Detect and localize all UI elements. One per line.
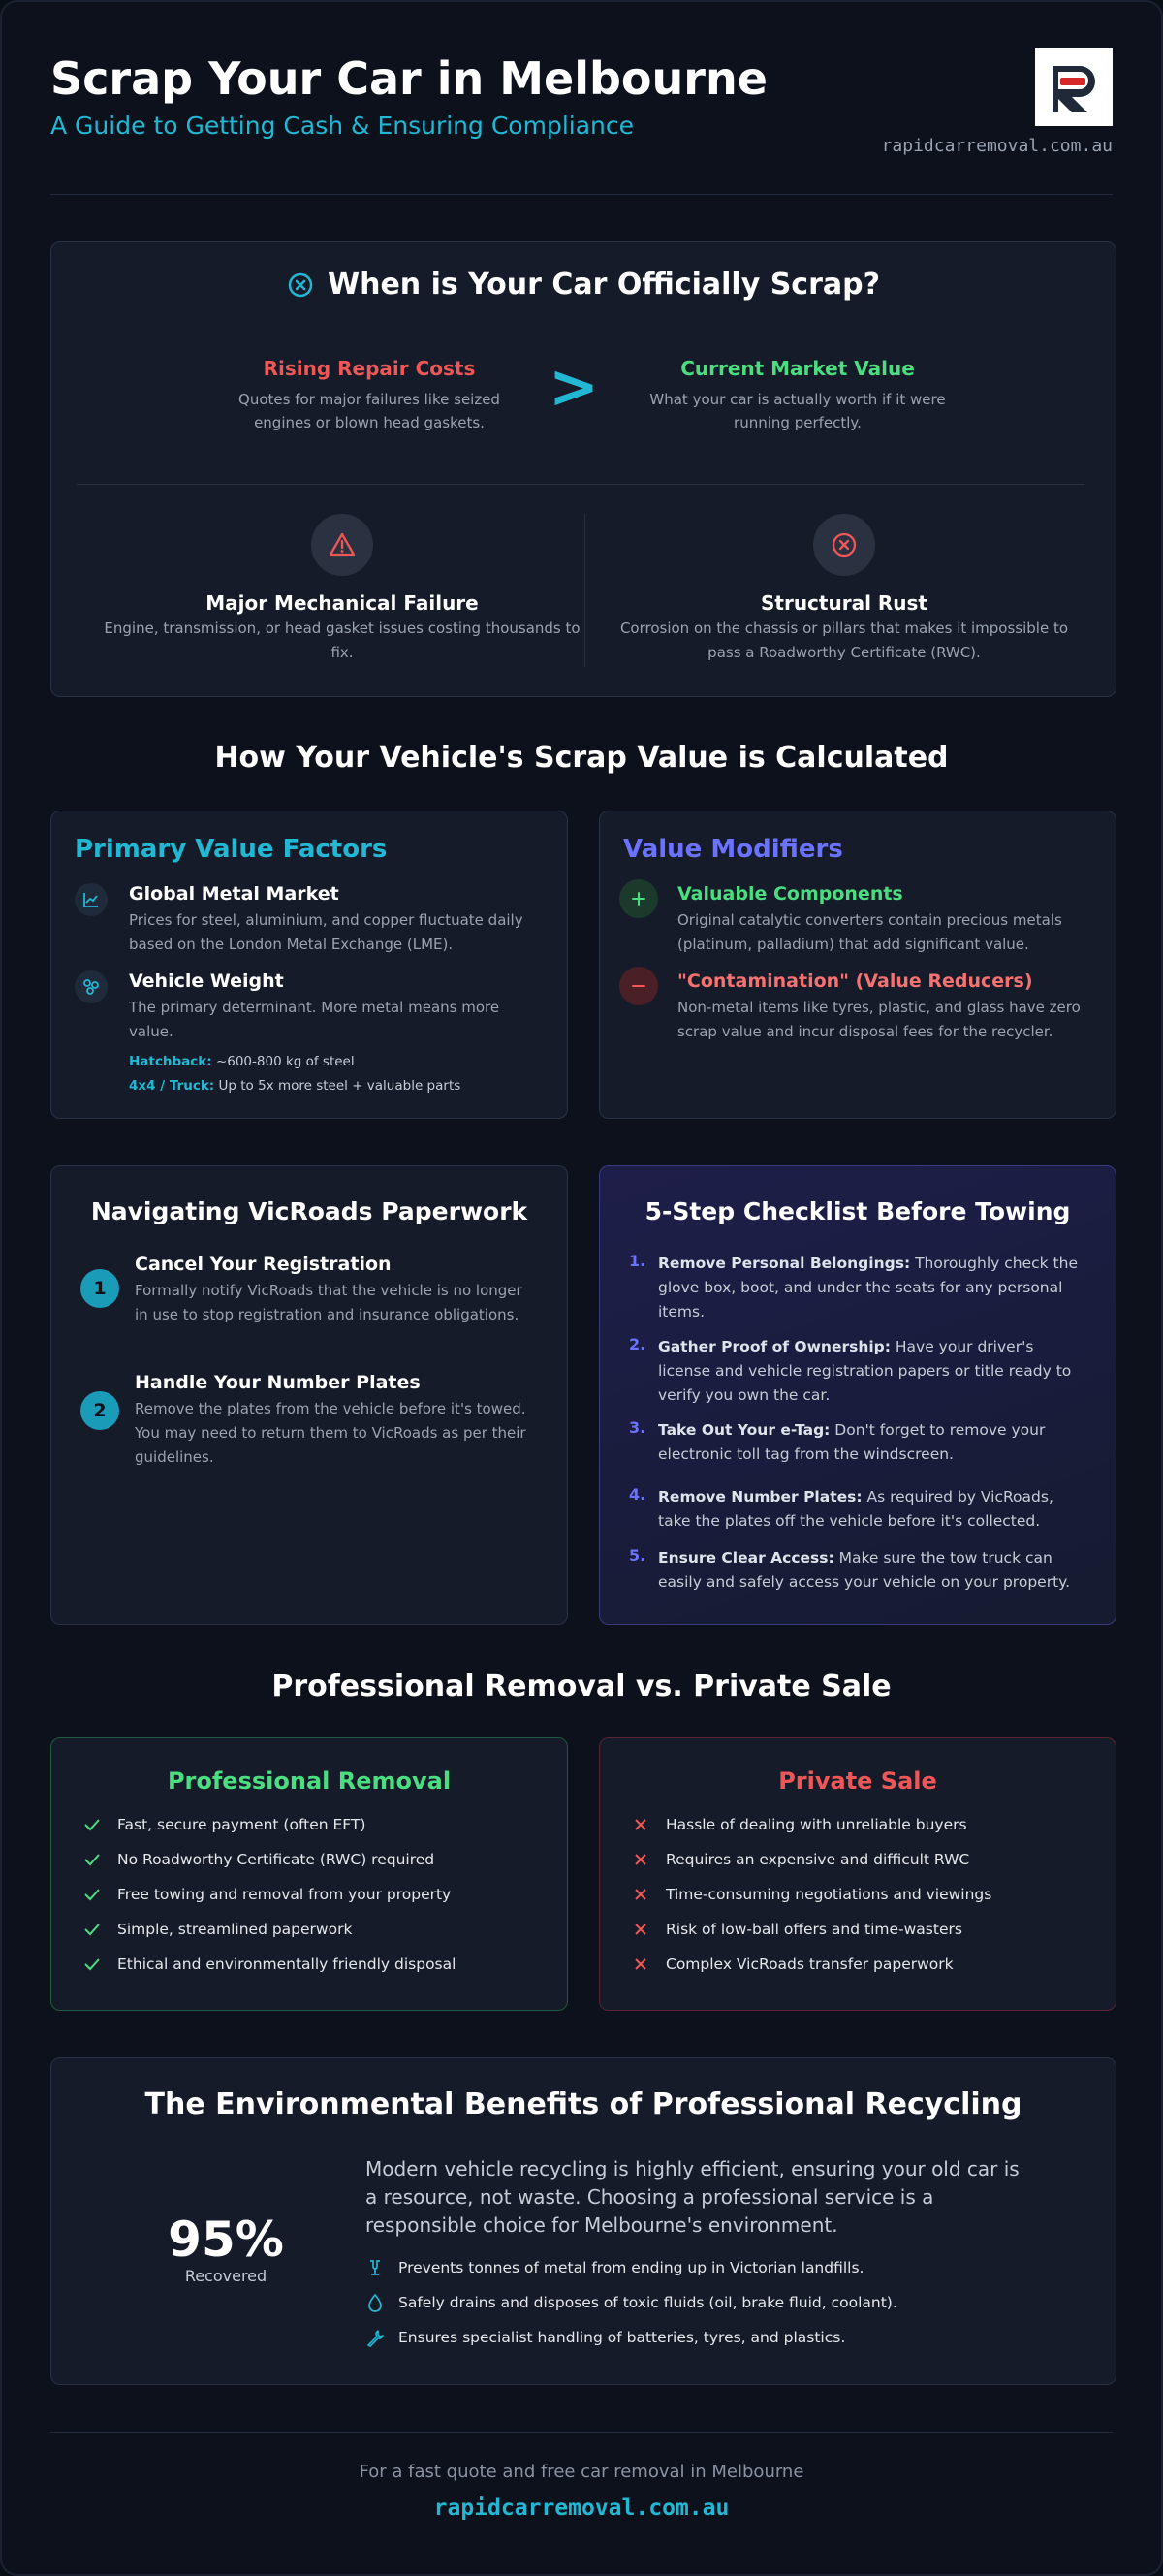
compare-section-title: Professional Removal vs. Private Sale <box>271 1670 892 1703</box>
check-icon <box>82 1818 102 1831</box>
greater-than-symbol: > <box>549 351 599 422</box>
checklist-number: 4. <box>629 1485 646 1504</box>
checklist-item-label: Gather Proof of Ownership: <box>658 1338 891 1355</box>
pro-item-text: Free towing and removal from your property <box>117 1886 452 1903</box>
x-icon-badge <box>813 514 875 576</box>
market-value-text: What your car is actually worth if it were running perfectly. <box>649 391 946 431</box>
pro-item-text: No Roadworthy Certificate (RWC) required <box>117 1851 435 1868</box>
checklist-item-label: Remove Number Plates: <box>658 1488 863 1506</box>
checklist-item-label: Remove Personal Belongings: <box>658 1255 911 1272</box>
cancel-registration-text: Formally notify VicRoads that the vehicle is no longer in use to stop registration and insurance obligations. <box>135 1282 522 1323</box>
hatchback-label: Hatchback: <box>129 1054 212 1069</box>
warning-triangle-icon <box>328 530 357 559</box>
header-divider <box>50 194 1113 195</box>
contamination-text: Non-metal items like tyres, plastic, and glass have zero scrap value and incur disposal fees for the recycler. <box>677 999 1081 1040</box>
private-item-text: Time-consuming negotiations and viewings <box>666 1886 992 1903</box>
checklist-item-text: Thoroughly check the glove box, boot, and under the seats for any personal items. <box>658 1255 1078 1320</box>
checklist-item <box>629 1335 1086 1408</box>
environment-point-text: Safely drains and disposes of toxic fluids (oil, brake fluid, coolant). <box>398 2294 897 2311</box>
metal-market-title: Global Metal Market <box>129 883 339 905</box>
header <box>50 52 1113 196</box>
recycle-icon <box>365 2258 385 2277</box>
footer-text: For a fast quote and free car removal in Melbourne <box>359 2462 804 2482</box>
chart-line-icon <box>75 883 108 916</box>
checklist-card <box>599 1165 1116 1625</box>
pro-list-item <box>82 1816 548 1833</box>
pro-list-item <box>82 1851 548 1868</box>
environment-point <box>365 2293 897 2312</box>
environment-card <box>50 2057 1116 2385</box>
page-title: Scrap Your Car in Melbourne <box>50 52 768 105</box>
recovered-stat <box>110 2213 342 2285</box>
private-item-text: Hassle of dealing with unreliable buyers <box>666 1816 967 1833</box>
truck-label: 4x4 / Truck: <box>129 1078 215 1094</box>
recovered-label: Recovered <box>184 2267 267 2285</box>
scrap-card <box>50 241 1116 697</box>
pro-item-text: Simple, streamlined paperwork <box>117 1921 353 1938</box>
vicroads-card <box>50 1165 568 1625</box>
checklist-number: 3. <box>629 1418 646 1437</box>
environment-point-text: Prevents tonnes of metal from ending up in Victorian landfills. <box>398 2259 864 2276</box>
structural-rust-text: Corrosion on the chassis or pillars that makes it impossible to pass a Roadworthy Certificate (RWC). <box>619 620 1069 661</box>
private-list-item <box>631 1886 1096 1903</box>
checklist-item <box>629 1485 1086 1534</box>
cross-icon <box>631 1852 650 1867</box>
private-item-text: Risk of low-ball offers and time-wasters <box>666 1921 962 1938</box>
pro-list-item <box>82 1886 548 1903</box>
logo-r-mark <box>1043 56 1105 118</box>
check-icon <box>82 1957 102 1971</box>
pro-list-item <box>82 1921 548 1938</box>
warning-icon-badge <box>311 514 373 576</box>
cross-icon <box>631 1922 650 1937</box>
check-icon <box>82 1888 102 1901</box>
scrap-vertical-divider <box>584 514 585 667</box>
value-modifiers-card <box>599 811 1116 1119</box>
check-icon <box>82 1853 102 1866</box>
primary-factors-card <box>50 811 568 1119</box>
valuable-components-title: Valuable Components <box>677 883 903 905</box>
private-list-item <box>631 1816 1096 1833</box>
footer-site-link[interactable]: rapidcarremoval.com.au <box>433 2496 730 2521</box>
scrap-title: When is Your Car Officially Scrap? <box>328 268 880 302</box>
cancel-registration-step <box>80 1254 528 1327</box>
x-circle-icon <box>287 271 314 299</box>
checklist-item-text: Don't forget to remove your electronic toll tag from the windscreen. <box>658 1421 1046 1463</box>
pro-list-item <box>82 1956 548 1973</box>
value-section-title: How Your Vehicle's Scrap Value is Calculated <box>214 741 949 775</box>
plus-icon <box>619 879 658 918</box>
mechanical-failure-text: Engine, transmission, or head gasket issues costing thousands to fix. <box>104 620 581 661</box>
checklist-number: 1. <box>629 1252 646 1270</box>
hatchback-value: ~600-800 kg of steel <box>215 1054 355 1069</box>
vehicle-weight-factor <box>75 970 544 1098</box>
environment-point-text: Ensures specialist handling of batteries, tyres, and plastics. <box>398 2329 846 2346</box>
check-icon <box>82 1923 102 1936</box>
header-site-url[interactable]: rapidcarremoval.com.au <box>881 136 1113 156</box>
private-list-item <box>631 1956 1096 1973</box>
brand-logo <box>1035 48 1113 126</box>
valuable-components-factor <box>623 883 1092 957</box>
private-item-text: Complex VicRoads transfer paperwork <box>666 1956 954 1973</box>
pro-item-text: Fast, secure payment (often EFT) <box>117 1816 366 1833</box>
weight-icon <box>75 970 108 1003</box>
metal-market-factor <box>75 883 544 957</box>
truck-weight <box>129 1074 544 1098</box>
vicroads-title: Navigating VicRoads Paperwork <box>90 1197 528 1225</box>
market-value-heading: Current Market Value <box>680 357 915 380</box>
checklist-number: 2. <box>629 1335 646 1353</box>
checklist-item-text: As required by VicRoads, take the plates off the vehicle before it's collected. <box>658 1488 1053 1530</box>
number-plates-title: Handle Your Number Plates <box>135 1372 421 1393</box>
step-number-badge: 1 <box>80 1269 119 1308</box>
step-number-badge: 2 <box>80 1391 119 1430</box>
cross-icon <box>631 1956 650 1972</box>
hatchback-weight <box>129 1050 544 1074</box>
number-plates-step <box>80 1372 528 1470</box>
professional-removal-heading: Professional Removal <box>167 1767 452 1795</box>
wrench-icon <box>365 2328 385 2347</box>
structural-rust-title: Structural Rust <box>760 591 927 615</box>
metal-market-text: Prices for steel, aluminium, and copper fluctuate daily based on the London Metal Exchange (LME). <box>129 911 523 953</box>
market-value-block <box>643 357 953 434</box>
repair-costs-text: Quotes for major failures like seized engines or blown head gaskets. <box>238 391 500 431</box>
checklist-item-label: Ensure Clear Access: <box>658 1549 834 1567</box>
checklist-number: 5. <box>629 1546 646 1565</box>
contamination-factor <box>623 970 1092 1044</box>
vehicle-weight-title: Vehicle Weight <box>129 970 284 992</box>
minus-icon <box>619 967 658 1005</box>
private-sale-heading: Private Sale <box>778 1767 937 1795</box>
checklist-item <box>629 1252 1086 1324</box>
private-item-text: Requires an expensive and difficult RWC <box>666 1851 970 1868</box>
pro-item-text: Ethical and environmentally friendly disposal <box>117 1956 456 1973</box>
number-plates-text: Remove the plates from the vehicle before it's towed. You may need to return them to VicRoads as per their guidelines. <box>135 1400 526 1466</box>
primary-factors-heading: Primary Value Factors <box>75 835 388 864</box>
private-sale-card <box>599 1737 1116 2011</box>
droplet-icon <box>365 2293 385 2312</box>
vehicle-weight-text: The primary determinant. More metal means more value. <box>129 999 500 1040</box>
scrap-divider <box>77 484 1084 485</box>
professional-removal-card <box>50 1737 568 2011</box>
recovered-percent: 95% <box>168 2211 284 2268</box>
environment-title: The Environmental Benefits of Professional Recycling <box>144 2087 1022 2121</box>
valuable-components-text: Original catalytic converters contain precious metals (platinum, palladium) that add significant value. <box>677 911 1062 953</box>
footer-divider <box>50 2432 1113 2433</box>
environment-intro: Modern vehicle recycling is highly efficient, ensuring your old car is a resource, not waste. Choosing a professional service is a responsible choice for Melbourne's environment. <box>365 2157 1020 2237</box>
environment-point <box>365 2328 845 2347</box>
page-subtitle: A Guide to Getting Cash & Ensuring Compliance <box>50 111 635 141</box>
repair-costs-block <box>214 357 524 434</box>
checklist-title: 5-Step Checklist Before Towing <box>644 1197 1071 1225</box>
cross-icon <box>631 1817 650 1832</box>
x-circle-red-icon <box>830 530 859 559</box>
checklist-item-text: Make sure the tow truck can easily and safely access your vehicle on your property. <box>658 1549 1071 1591</box>
checklist-item-label: Take Out Your e-Tag: <box>658 1421 831 1439</box>
value-modifiers-heading: Value Modifiers <box>623 835 843 864</box>
private-list-item <box>631 1851 1096 1868</box>
mechanical-failure-title: Major Mechanical Failure <box>205 591 479 615</box>
checklist-item <box>629 1418 1086 1467</box>
checklist-item-text: Have your driver's license and vehicle registration papers or title ready to verify you own the car. <box>658 1338 1072 1404</box>
truck-value: Up to 5x more steel + valuable parts <box>218 1078 461 1094</box>
contamination-title: "Contamination" (Value Reducers) <box>677 970 1033 992</box>
private-list-item <box>631 1921 1096 1938</box>
repair-costs-heading: Rising Repair Costs <box>263 357 476 380</box>
checklist-item <box>629 1546 1086 1595</box>
cancel-registration-title: Cancel Your Registration <box>135 1254 392 1275</box>
scrap-heading <box>51 268 1116 302</box>
structural-rust-block <box>602 514 1086 665</box>
cross-icon <box>631 1887 650 1902</box>
mechanical-failure-block <box>100 514 584 665</box>
environment-point <box>365 2258 864 2277</box>
